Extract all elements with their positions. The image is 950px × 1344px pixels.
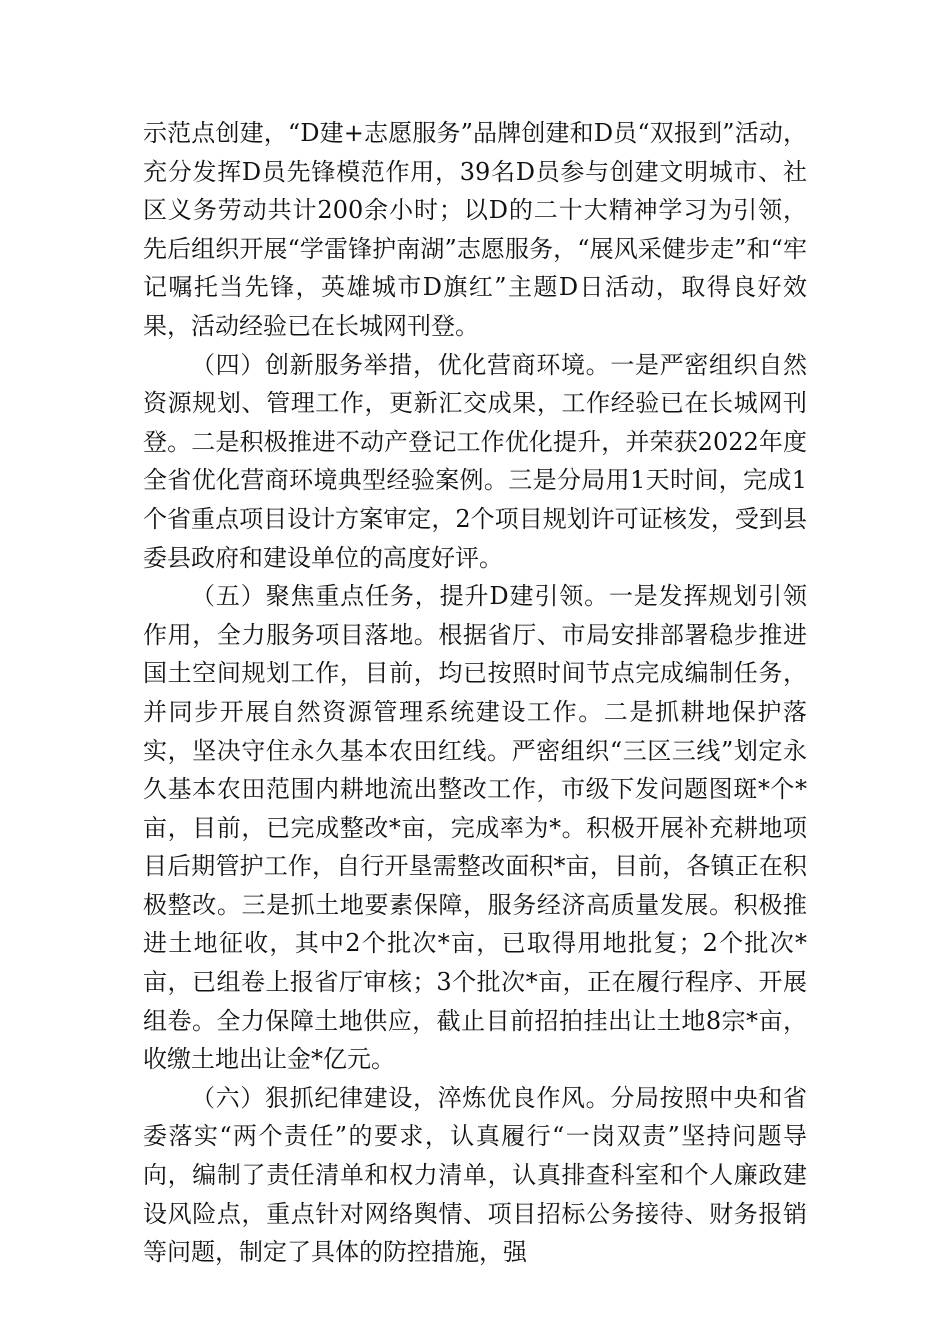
paragraph-section-6: （六）狠抓纪律建设，淬炼优良作风。分局按照中央和省委落实“两个责任”的要求，认真履行“一岗双责”坚持问题导向，编制了责任清单和权力清单，认真排查科室和个人廉政建设风险点，重点针对网络舆情、项目招标公务接待、财务报销等问题，制定了具体的防控措施，强 [143,1083,807,1267]
paragraph-section-4: （四）创新服务举措，优化营商环境。一是严密组织自然资源规划、管理工作，更新汇交成果，工作经验已在长城网刊登。二是积极推进不动产登记工作优化提升，并荣获2022年度全省优化营商环境典型经验案例。三是分局用1天时间，完成1个省重点项目设计方案审定，2个项目规划许可证核发，受到县委县政府和建设单位的高度好评。 [143,350,807,572]
paragraph-continuation: 示范点创建，“D建+志愿服务”品牌创建和D员“双报到”活动，充分发挥D员先锋模范作用，39名D员参与创建文明城市、社区义务劳动共计200余小时；以D的二十大精神学习为引领，先后组织开展“学雷锋护南湖”志愿服务，“展风采健步走”和“牢记嘱托当先锋，英雄城市D旗红”主题D日活动，取得良好效果，活动经验已在长城网刊登。 [143,119,807,340]
document-body [143,114,807,1272]
paragraph-section-5: （五）聚焦重点任务，提升D建引领。一是发挥规划引领作用，全力服务项目落地。根据省厅、市局安排部署稳步推进国土空间规划工作，目前，均已按照时间节点完成编制任务，并同步开展自然资源管理系统建设工作。二是抓耕地保护落实，坚决守住永久基本农田红线。严密组织“三区三线”划定永久基本农田范围内耕地流出整改工作，市级下发问题图斑*个*亩，目前，已完成整改*亩，完成率为*。积极开展补充耕地项目后期管护工作，自行开垦需整改面积*亩，目前，各镇正在积极整改。三是抓土地要素保障，服务经济高质量发展。积极推进土地征收，其中2个批次*亩，已取得用地批复；2个批次*亩，已组卷上报省厅审核；3个批次*亩，正在履行程序、开展组卷。全力保障土地供应，截止目前招拍挂出让土地8宗*亩，收缴土地出让金*亿元。 [143,582,807,1074]
